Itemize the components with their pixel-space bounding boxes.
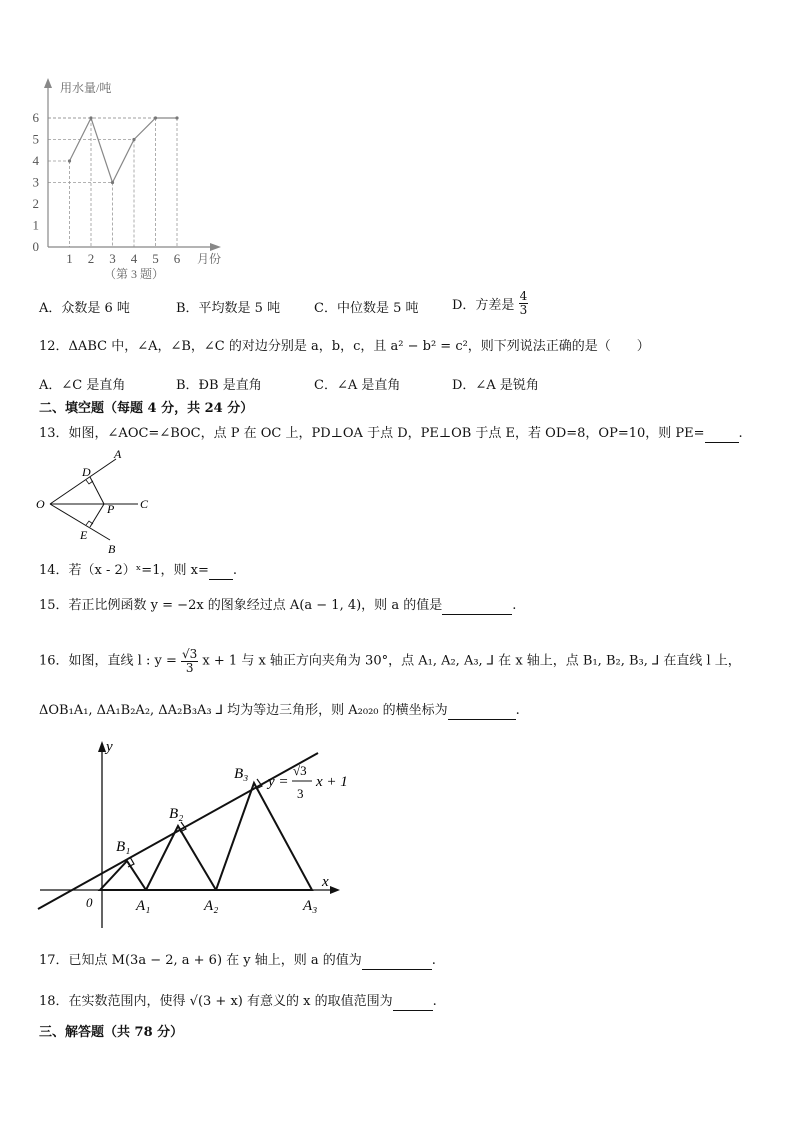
water-usage-chart [20,72,240,287]
chart-x-arrow [210,243,221,251]
section-3-heading: 三、解答题（共 78 分） [39,1025,184,1040]
fig16-eq-right: x + 1 [316,774,348,790]
fig16-label-b2: B₂ [169,806,184,822]
q17-end: . [431,953,436,968]
fig16-label-o: 0 [86,895,93,910]
chart-xlabel: 月份 [197,252,222,266]
fig16-triangle-2 [146,826,216,890]
chart-xtick-label: 2 [87,251,95,266]
label-a: A [114,447,122,461]
chart-ylabel: 用水量/吨 [60,81,112,95]
q18-answer-blank[interactable] [393,996,433,1011]
chart-xtick-label: 5 [152,251,159,266]
label-e: E [80,528,88,542]
q13-figure [30,446,160,558]
q16-prefix: 16．如图，直线 l : y = [39,653,177,669]
label-b: B [108,542,116,556]
q12-option-d: D．∠A 是锐角 [452,378,539,393]
q12-option-a: A．∠C 是直角 [39,378,126,393]
q14-answer-blank[interactable] [209,565,233,580]
chart-ytick-label: 0 [32,239,39,254]
q16-text-line2 [39,702,520,720]
fig16-label-a3: A₃ [303,898,318,914]
q18-text [39,993,437,1011]
fig16-label-b1: B₁ [116,839,131,855]
chart-ytick-label: 6 [32,110,39,125]
q11-option-d-fraction [519,290,529,317]
label-o: O [36,497,45,511]
chart-axes [44,78,221,251]
chart-xtick-label: 3 [109,251,116,266]
chart-xtick-label: 6 [173,251,181,266]
fig16-eq-left: y = [268,774,289,790]
chart-ytick-label: 3 [32,174,39,190]
q11-option-d-prefix: D．方差是 [452,298,515,313]
q16-num: √3 [182,647,198,661]
q15-text [39,597,516,615]
q13-end: . [738,426,743,441]
q12-option-c: C．∠A 是直角 [314,378,401,393]
q17-answer-blank[interactable] [362,955,432,970]
chart-xtick-label: 4 [130,251,138,266]
fig16-label-a2: A₂ [204,898,219,914]
chart-xtick-label: 1 [66,251,73,266]
q12-text: 12．ΔABC 中，∠A，∠B，∠C 的对边分别是 a，b，c，且 a² − b² = c²，则下列说法正确的是（ ） [39,339,650,354]
q16-mid: x + 1 与 x 轴正方向夹角为 30°，点 A₁, A₂, A₃, ⅃ 在 x 轴上，点 B₁, B₂, B₃, ⅃ 在直线 l 上， [202,653,741,669]
fig16-label-b3: B₃ [234,766,249,782]
fig16-eq-num: √3 [293,763,307,778]
chart-series-line [70,118,178,183]
fig16-label-y: y [106,739,113,755]
chart-x-ticks [66,251,181,266]
chart-point [89,116,92,119]
chart-point [154,116,157,119]
chart-ytick-label: 2 [32,196,39,211]
q16-figure [30,736,375,936]
q13-text [39,425,743,443]
fig16-triangle-1 [100,861,146,890]
q18-body: 18．在实数范围内，使得 √(3 + x) 有意义的 x 的取值范围为 [39,994,393,1009]
q14-body: 14．若（x - 2）ˣ=1，则 x= [39,563,209,578]
section-2-heading: 二、填空题（每题 4 分，共 24 分） [39,401,254,416]
q14-end: . [232,563,237,578]
label-c: C [140,497,149,511]
chart-point [111,181,114,184]
chart-y-ticks [33,110,40,254]
q16-text-line1 [39,648,741,675]
chart-ytick-label: 4 [32,153,39,168]
q16-end: . [515,703,520,718]
chart-point [68,159,71,162]
chart-y-arrow [44,78,52,88]
chart-point [175,116,178,119]
label-p: P [107,502,115,516]
q11-option-d [452,290,528,317]
q15-end: . [512,598,517,613]
chart-points [68,116,179,184]
q11-option-d-den: 3 [519,303,528,317]
label-d: D [82,465,91,479]
chart-ytick-label: 1 [32,217,39,233]
q16-answer-blank[interactable] [448,705,516,720]
q13-answer-blank[interactable] [705,428,739,443]
q13-body: 13．如图，∠AOC=∠BOC，点 P 在 OC 上，PD⊥OA 于点 D，PE⊥OB 于点 E，若 OD=8，OP=10，则 PE= [39,426,705,441]
fig16-y-arrow [98,741,106,752]
q12-option-b: B．ÐB 是直角 [176,378,262,393]
q11-option-d-num: 4 [519,289,528,303]
chart-ytick-label: 5 [32,131,39,147]
q11-option-c: C．中位数是 5 吨 [314,301,419,316]
q11-option-a: A．众数是 6 吨 [39,301,130,316]
q15-answer-blank[interactable] [442,600,512,615]
chart-caption: （第 3 题） [104,267,165,281]
fig16-eq-den: 3 [297,786,304,801]
q16-den: 3 [185,661,194,675]
q17-text [39,952,436,970]
fig16-label-x: x [322,874,329,890]
q15-body: 15．若正比例函数 y = −2x 的图象经过点 A(a − 1, 4)，则 a 的值是 [39,598,443,613]
q16-fraction [181,648,198,675]
q16-line2: ΔOB₁A₁, ΔA₁B₂A₂, ΔA₂B₃A₃ ⅃ 均为等边三角形，则 A₂₀₂₀ 的横坐标为 [39,703,448,718]
q14-text [39,562,237,580]
segment-pd [90,477,104,504]
fig16-x-arrow [330,886,340,894]
chart-point [132,138,135,141]
q11-option-b: B．平均数是 5 吨 [176,301,281,316]
q18-end: . [432,994,437,1009]
q17-body: 17．已知点 M(3a − 2, a + 6) 在 y 轴上，则 a 的值为 [39,953,362,968]
fig16-label-a1: A₁ [136,898,151,914]
